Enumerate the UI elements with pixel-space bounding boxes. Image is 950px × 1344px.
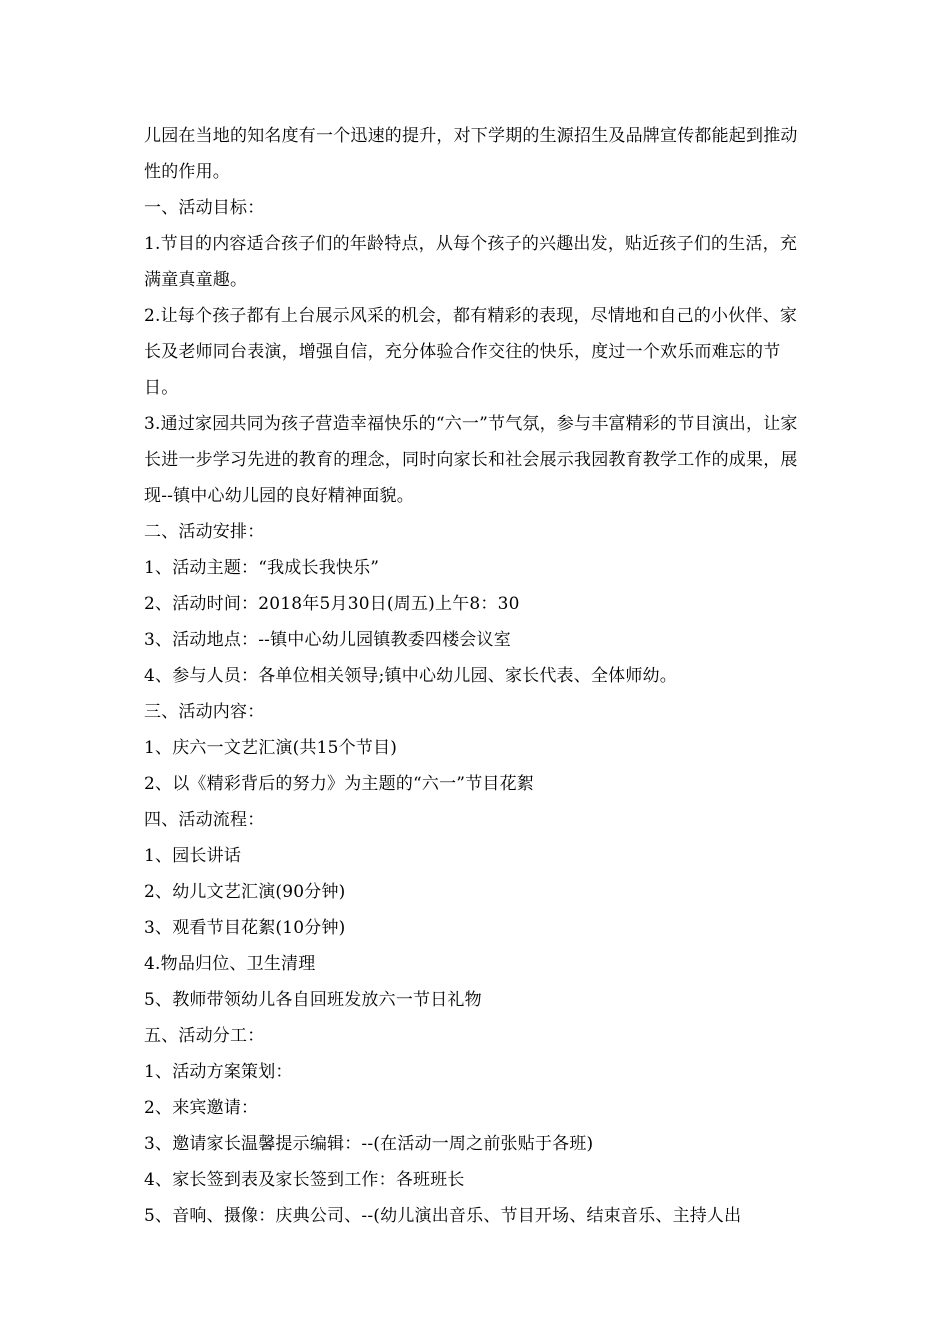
arrangement-time: 2、活动时间：2018年5月30日(周五)上午8：30 bbox=[144, 594, 520, 614]
heading-activity-goals: 一、活动目标： bbox=[144, 198, 265, 218]
arrangement-participants: 4、参与人员：各单位相关领导;镇中心幼儿园、家长代表、全体师幼。 bbox=[144, 666, 677, 686]
heading-activity-arrangement: 二、活动安排： bbox=[144, 522, 265, 542]
division-item-5: 5、音响、摄像：庆典公司、--(幼儿演出音乐、节目开场、结束音乐、主持人出 bbox=[144, 1206, 742, 1226]
division-item-1: 1、活动方案策划： bbox=[144, 1062, 293, 1082]
division-item-2: 2、来宾邀请： bbox=[144, 1098, 259, 1118]
goal-item-3: 3.通过家园共同为孩子营造幸福快乐的“六一”节气氛，参与丰富精彩的节目演出，让家长进一步学习先进的教育的理念，同时向家长和社会展示我园教育教学工作的成果，展现--镇中心幼儿园的良好精神面貌。 bbox=[144, 414, 798, 506]
process-item-3: 3、观看节目花絮(10分钟) bbox=[144, 918, 346, 938]
process-item-5: 5、教师带领幼儿各自回班发放六一节日礼物 bbox=[144, 990, 482, 1010]
heading-activity-content: 三、活动内容： bbox=[144, 702, 265, 722]
heading-activity-process: 四、活动流程： bbox=[144, 810, 265, 830]
content-item-1: 1、庆六一文艺汇演(共15个节目) bbox=[144, 738, 398, 758]
process-item-4: 4.物品归位、卫生清理 bbox=[144, 954, 316, 974]
heading-activity-division: 五、活动分工： bbox=[144, 1026, 265, 1046]
process-item-1: 1、园长讲话 bbox=[144, 846, 242, 866]
arrangement-location: 3、活动地点：--镇中心幼儿园镇教委四楼会议室 bbox=[144, 630, 511, 650]
document-body bbox=[144, 118, 814, 1234]
division-item-3: 3、邀请家长温馨提示编辑：--(在活动一周之前张贴于各班) bbox=[144, 1134, 594, 1154]
goal-item-1: 1.节目的内容适合孩子们的年龄特点，从每个孩子的兴趣出发，贴近孩子们的生活，充满童真童趣。 bbox=[144, 234, 798, 290]
paragraph-intro-continued: 儿园在当地的知名度有一个迅速的提升，对下学期的生源招生及品牌宣传都能起到推动性的作用。 bbox=[144, 126, 798, 182]
goal-item-2: 2.让每个孩子都有上台展示风采的机会，都有精彩的表现，尽情地和自己的小伙伴、家长及老师同台表演，增强自信，充分体验合作交往的快乐，度过一个欢乐而难忘的节日。 bbox=[144, 306, 798, 398]
division-item-4: 4、家长签到表及家长签到工作：各班班长 bbox=[144, 1170, 465, 1190]
content-item-2: 2、以《精彩背后的努力》为主题的“六一”节目花絮 bbox=[144, 774, 534, 794]
arrangement-theme: 1、活动主题：“我成长我快乐” bbox=[144, 558, 380, 578]
process-item-2: 2、幼儿文艺汇演(90分钟) bbox=[144, 882, 346, 902]
